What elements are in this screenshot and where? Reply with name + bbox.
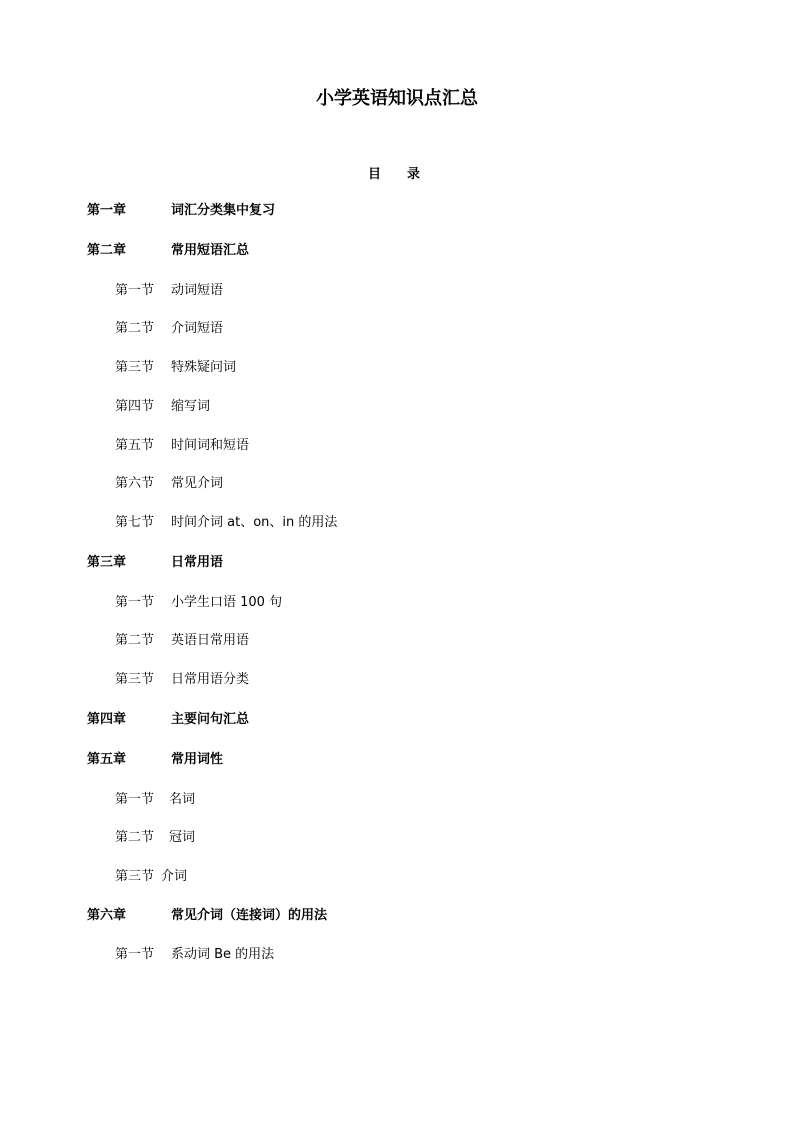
toc-section-number: 第七节 — [115, 515, 155, 530]
toc-section-title: 常见介词 — [171, 476, 224, 491]
toc-section-title: 缩写词 — [171, 399, 211, 414]
toc-chapter-number: 第五章 — [87, 752, 127, 767]
toc-section-title: 小学生口语 100 句 — [171, 595, 283, 610]
toc-section-title: 冠词 — [169, 830, 196, 845]
toc-chapter-number: 第六章 — [87, 908, 127, 923]
toc-chapter-title: 日常用语 — [171, 555, 224, 570]
toc-section-title: 介词 — [161, 869, 188, 884]
toc-chapter-title: 常见介词（连接词）的用法 — [171, 908, 328, 923]
toc-section-title: 动词短语 — [171, 283, 224, 298]
toc-chapter-number: 第二章 — [87, 243, 127, 258]
toc-chapter-title: 常用词性 — [171, 752, 224, 767]
toc-section-title: 英语日常用语 — [171, 633, 250, 648]
toc-heading — [368, 163, 420, 182]
toc-chapter-number: 第四章 — [87, 712, 127, 727]
toc-section-number: 第一节 — [115, 283, 155, 298]
toc-heading-char-2: 录 — [407, 167, 421, 182]
toc-chapter-title: 常用短语汇总 — [171, 243, 250, 258]
toc-section-number: 第二节 — [115, 830, 155, 845]
toc-section-number: 第二节 — [115, 633, 155, 648]
toc-section-number: 第一节 — [115, 947, 155, 962]
toc-section-number: 第二节 — [115, 321, 155, 336]
toc-section-title: 时间介词 at、on、in 的用法 — [171, 515, 338, 530]
toc-section-number: 第三节 — [115, 869, 155, 884]
toc-section-title: 特殊疑问词 — [171, 360, 237, 375]
toc-section-number: 第一节 — [115, 792, 155, 807]
toc-section-title: 时间词和短语 — [171, 438, 250, 453]
toc-section-title: 名词 — [169, 792, 196, 807]
toc-chapter-number: 第一章 — [87, 203, 127, 218]
toc-chapter-title: 词汇分类集中复习 — [171, 203, 276, 218]
toc-chapter-title: 主要问句汇总 — [171, 712, 250, 727]
toc-section-number: 第四节 — [115, 399, 155, 414]
toc-section-title: 日常用语分类 — [171, 672, 250, 687]
toc-section-number: 第三节 — [115, 360, 155, 375]
toc-section-number: 第三节 — [115, 672, 155, 687]
toc-section-number: 第五节 — [115, 438, 155, 453]
document-title: 小学英语知识点汇总 — [316, 88, 478, 109]
toc-section-title: 系动词 Be 的用法 — [171, 947, 275, 962]
toc-heading-char-1: 目 — [368, 167, 382, 182]
toc-chapter-number: 第三章 — [87, 555, 127, 570]
toc-section-title: 介词短语 — [171, 321, 224, 336]
toc-section-number: 第六节 — [115, 476, 155, 491]
toc-section-number: 第一节 — [115, 595, 155, 610]
